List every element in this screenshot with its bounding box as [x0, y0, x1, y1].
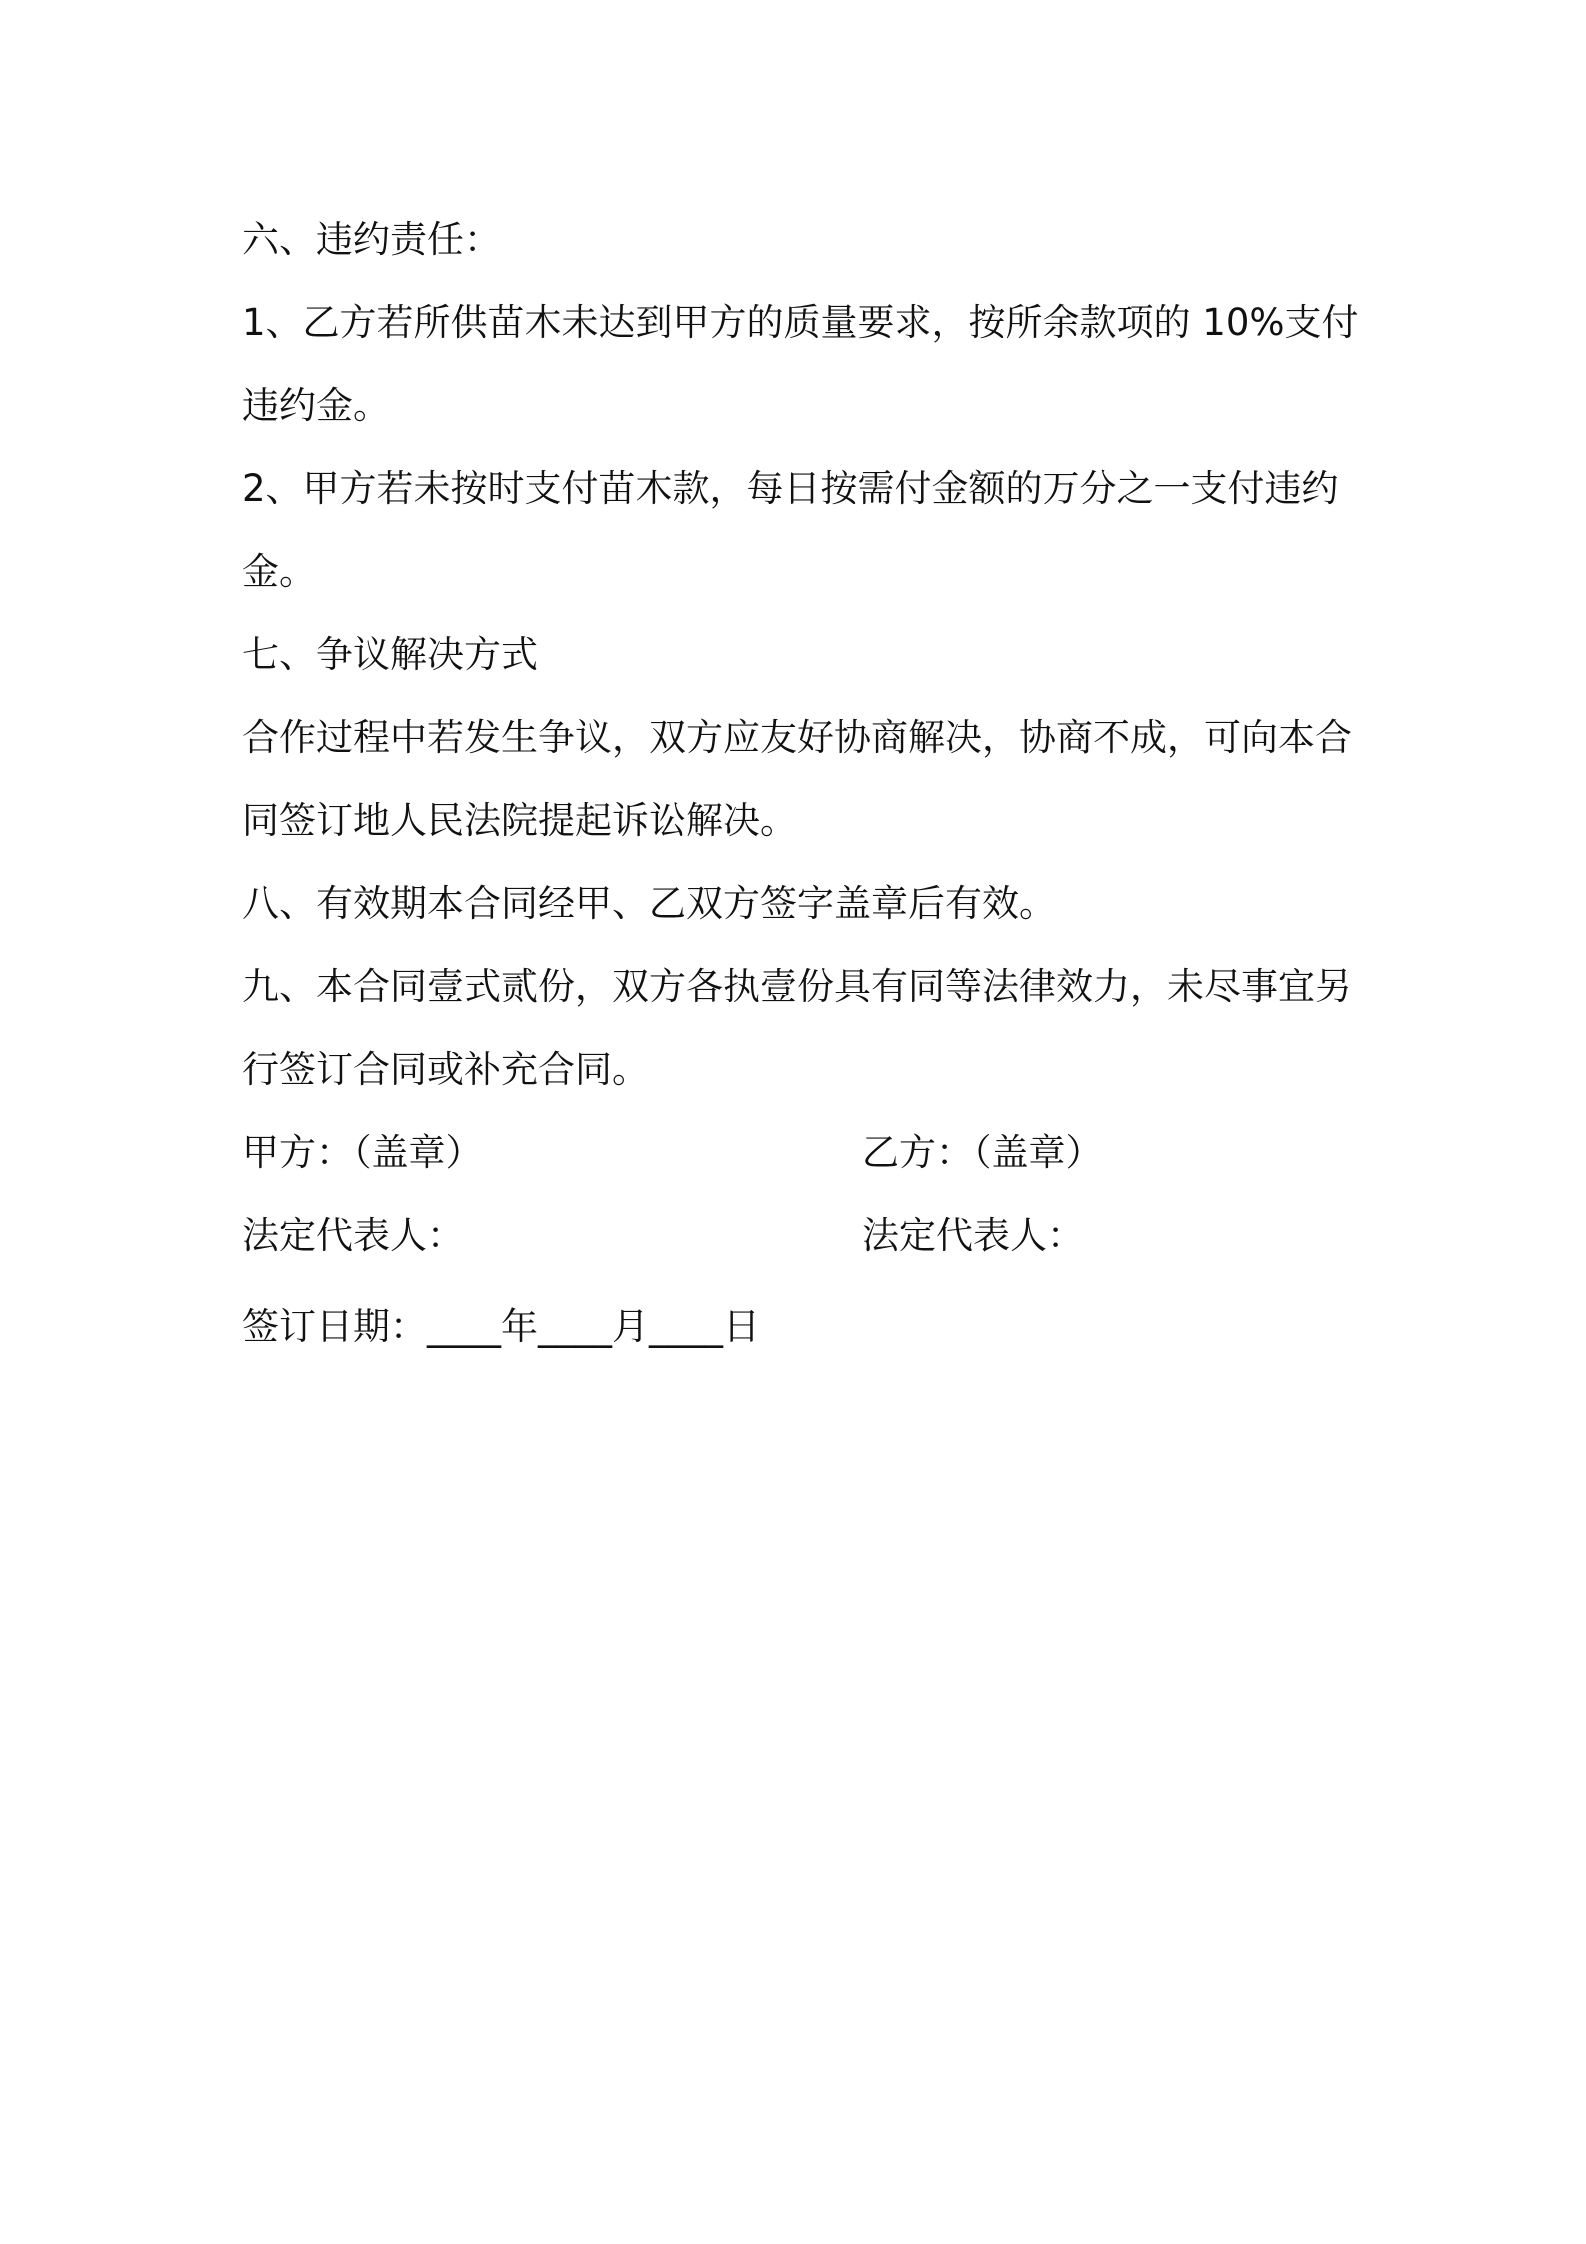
- section-7-line-2: 同签订地人民法院提起诉讼解决。: [242, 799, 797, 842]
- party-b-label: 乙方：（盖章）: [862, 1131, 1103, 1174]
- section-9-line-2: 行签订合同或补充合同。: [242, 1048, 649, 1091]
- section-9-line-1: 九、本合同壹式贰份，双方各执壹份具有同等法律效力，未尽事宜另: [242, 965, 1352, 1008]
- section-6-title: 六、违约责任：: [242, 218, 501, 261]
- section-8: 八、有效期本合同经甲、乙双方签字盖章后有效。: [242, 882, 1056, 925]
- party-a-representative: 法定代表人：: [242, 1214, 464, 1257]
- party-b-representative: 法定代表人：: [862, 1214, 1084, 1257]
- sign-date: 签订日期：____年____月____日: [242, 1305, 760, 1348]
- party-a-label: 甲方：（盖章）: [242, 1131, 483, 1174]
- party-row: [242, 1111, 1362, 1194]
- sign-date-row: [242, 1285, 1362, 1368]
- item-2-line-1: 2、甲方若未按时支付苗木款，每日按需付金额的万分之一支付违约: [242, 467, 1339, 510]
- item-2-line-2: 金。: [242, 550, 316, 593]
- section-7-line-1: 合作过程中若发生争议，双方应友好协商解决，协商不成，可向本合: [242, 716, 1352, 759]
- item-1-line-2: 违约金。: [242, 384, 390, 427]
- item-1-line-1: 1、乙方若所供苗木未达到甲方的质量要求，按所余款项的 10%支付: [242, 301, 1359, 344]
- document-body: [242, 198, 1362, 1368]
- representative-row: [242, 1194, 1362, 1277]
- section-7-title: 七、争议解决方式: [242, 633, 538, 676]
